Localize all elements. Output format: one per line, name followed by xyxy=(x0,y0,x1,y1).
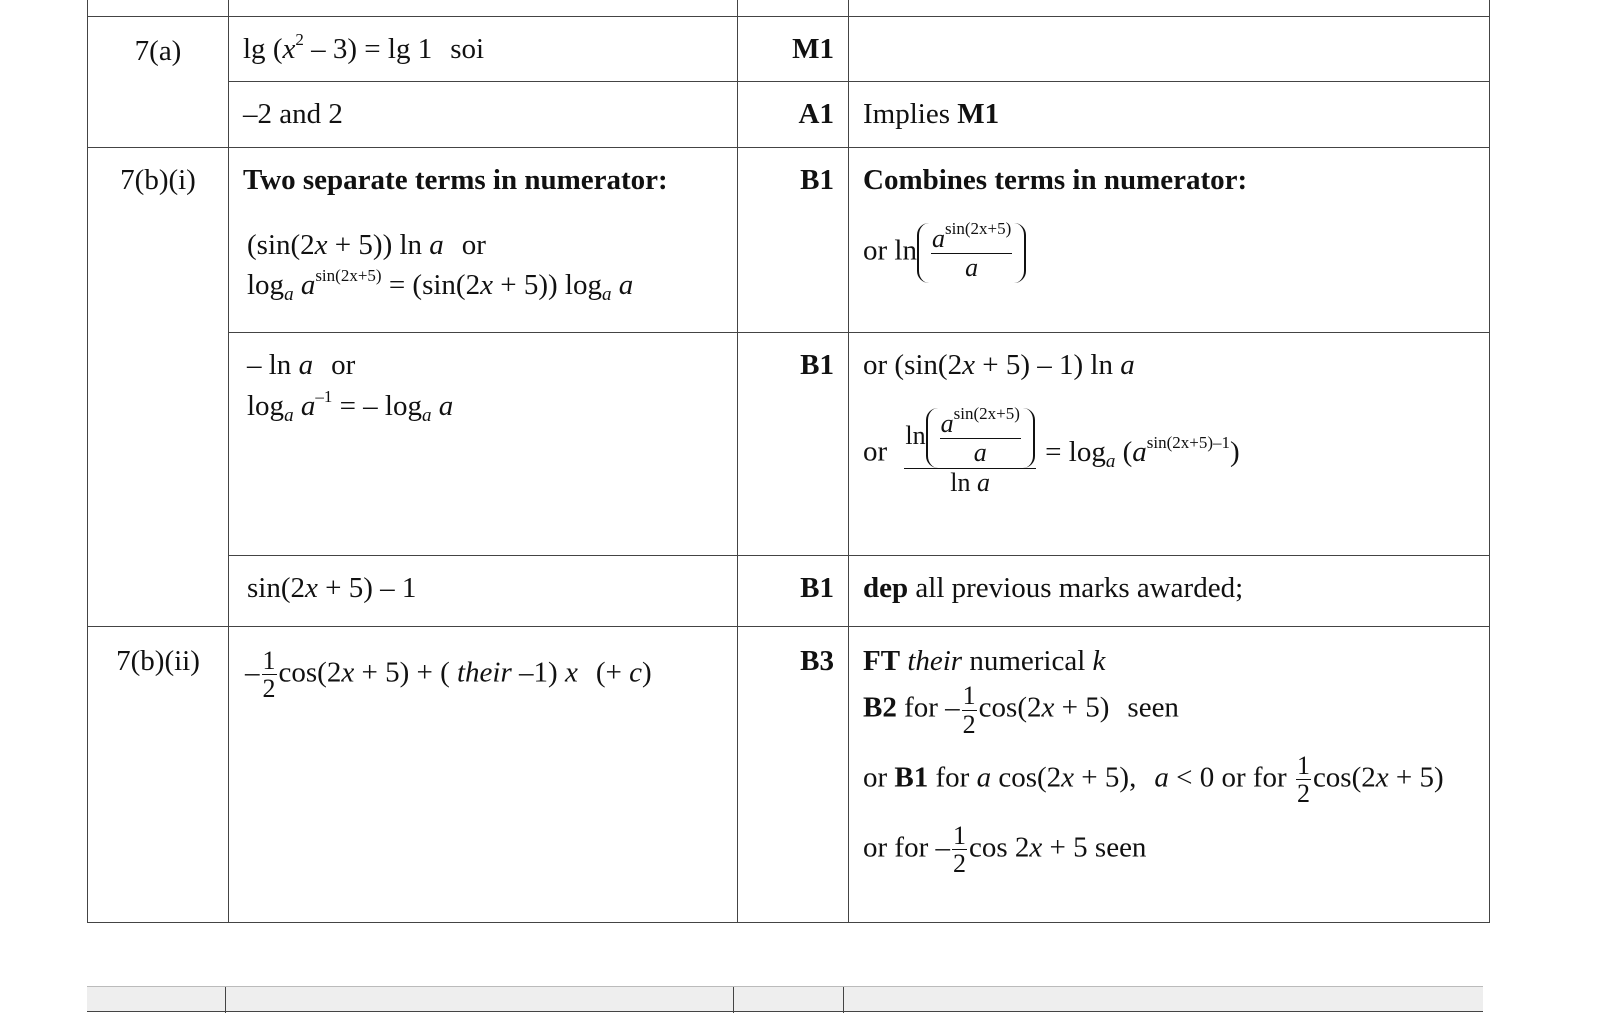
guidance-text: Implies M1 xyxy=(863,98,1000,130)
question-number-cell xyxy=(88,627,229,923)
guidance-cell xyxy=(849,17,1490,82)
guidance-cell xyxy=(849,148,1490,333)
table-row xyxy=(88,333,1490,556)
fraction: $\frac{1}{2}$ xyxy=(262,646,276,704)
answer-line: (sin(2x + 5)) ln a or xyxy=(247,229,486,262)
guidance-heading: Combines terms in numerator: xyxy=(863,164,1248,196)
fraction: $\frac{1}{2}$ xyxy=(962,681,976,739)
table-row xyxy=(88,556,1490,627)
guidance-text: dep all previous marks awarded; xyxy=(863,572,1244,604)
answer-heading: Two separate terms in numerator: xyxy=(243,164,668,196)
question-number-cell xyxy=(88,148,229,627)
mark-code: B1 xyxy=(800,572,834,604)
fraction: $\frac{a^{sin(2x+5)}}{a}$ xyxy=(931,219,1012,282)
next-table-header-fragment xyxy=(87,986,1483,1012)
mark-code: A1 xyxy=(798,98,834,130)
question-number: 7(b)(ii) xyxy=(116,645,200,677)
question-number-cell xyxy=(88,17,229,148)
answer-cell xyxy=(229,333,738,556)
mark-code: B1 xyxy=(800,349,834,381)
fraction: $\frac{1}{2}$ xyxy=(1296,750,1310,809)
guidance-line: FT their numerical k xyxy=(863,645,1106,677)
guidance-line: or (sin(2x + 5) – 1) ln a xyxy=(863,349,1135,381)
answer-cell xyxy=(229,148,738,333)
answer-line: $\log_a a^{-1}$ = – $\log_a a$ xyxy=(247,387,454,427)
mark-cell xyxy=(738,556,849,627)
answer-text: $\lg (x^2 - 3) = \lg 1$ soi xyxy=(243,30,485,65)
mark-code: M1 xyxy=(792,33,834,65)
guidance-line: B2 for – $\frac{1}{2}$ cos(2x + 5) seen xyxy=(863,681,1179,739)
answer-text: sin(2x + 5) – 1 xyxy=(247,572,417,604)
table-row xyxy=(88,17,1490,82)
table-row xyxy=(88,148,1490,333)
answer-cell xyxy=(229,627,738,923)
mark-cell xyxy=(738,17,849,82)
guidance-cell xyxy=(849,627,1490,923)
mark-cell xyxy=(738,627,849,923)
answer-line: – ln a or xyxy=(247,349,356,381)
answer-cell xyxy=(229,82,738,148)
guidance-cell xyxy=(849,82,1490,148)
mark-code: B3 xyxy=(800,645,834,677)
guidance-cell xyxy=(849,556,1490,627)
answer-line: $\log_a a^{sin(2x+5)} = (\sin(2x + 5))$ $\log_a a$ xyxy=(247,265,634,305)
guidance-cell xyxy=(849,333,1490,556)
answer-text: –2 and 2 xyxy=(243,98,343,130)
question-number: 7(a) xyxy=(134,35,182,67)
fraction: ln $\frac{a^{sin(2x+5)}}{a}$ ln a xyxy=(904,408,1035,496)
mark-cell xyxy=(738,82,849,148)
answer-text: – $\frac{1}{2}$ cos(2x + 5) + ( their –1) x (+ c) xyxy=(245,646,652,704)
mark-code: B1 xyxy=(800,164,834,196)
mark-cell xyxy=(738,333,849,556)
answer-cell xyxy=(229,17,738,82)
fraction: $\frac{1}{2}$ xyxy=(953,820,966,878)
table-row xyxy=(88,82,1490,148)
answer-cell xyxy=(229,556,738,627)
guidance-line: or ln $\frac{a^{sin(2x+5)}}{a}$ ln a = $\log_a (a^{sin(2x+5)-1})$ xyxy=(863,404,1240,497)
mark-cell xyxy=(738,148,849,333)
question-number: 7(b)(i) xyxy=(120,164,196,196)
guidance-line: or B1 for a cos(2x + 5), a < 0 or for $\frac{1}{2}$ cos(2x + 5) xyxy=(863,750,1444,809)
table-row xyxy=(88,627,1490,923)
guidance-line: or for – $\frac{1}{2}$ cos 2x + 5 seen xyxy=(863,820,1147,878)
table-row xyxy=(88,0,1490,17)
mark-scheme-table xyxy=(87,0,1490,923)
guidance-line: or ln $\frac{a^{sin(2x+5)}}{a}$ xyxy=(863,223,1489,283)
